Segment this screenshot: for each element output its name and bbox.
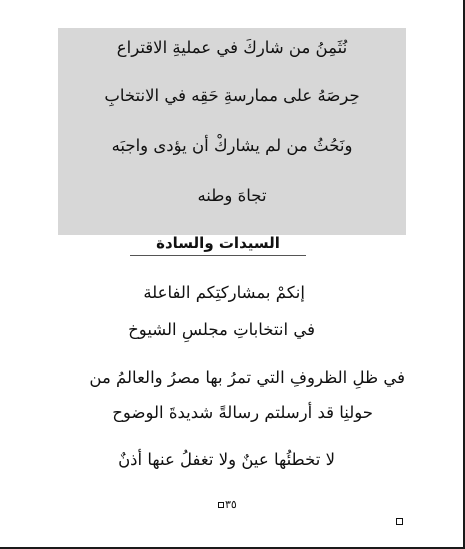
body-line-3: في ظلِ الظروفِ التي تمرُ بها مصرُ والعالمُ من xyxy=(89,368,405,387)
highlight-box xyxy=(58,28,406,235)
box-line-4: تجاهَ وطنه xyxy=(197,186,267,205)
body-line-4: حولنِا قد أرسلتم رسالةً شديدةَ الوضوح xyxy=(112,403,373,422)
section-heading: السيدات والسادة xyxy=(156,234,280,252)
body-line-2: في انتخاباتِ مجلسِ الشيوخ xyxy=(128,320,315,339)
square-glyph-icon xyxy=(218,502,224,508)
heading-underline xyxy=(130,255,306,256)
box-line-3: ونَحُثُ من لم يشاركْ أن يؤدى واجبَه xyxy=(111,136,353,155)
page-number-text: ٣٥ xyxy=(225,498,237,511)
box-line-1: نُثَمِنُ من شاركَ في عمليةِ الاقتراع xyxy=(116,38,348,57)
box-line-2: حِرصَهُ على ممارسةِ حَقِه في الانتخابِ xyxy=(104,86,360,105)
square-glyph-icon xyxy=(396,518,403,525)
body-line-1: إنكمْ بمشاركتِكم الفاعلة xyxy=(143,283,305,302)
body-line-5: لا تخطئُها عينٌ ولا تغفلُ عنها أذنٌ xyxy=(118,450,335,469)
page-number xyxy=(218,498,237,511)
